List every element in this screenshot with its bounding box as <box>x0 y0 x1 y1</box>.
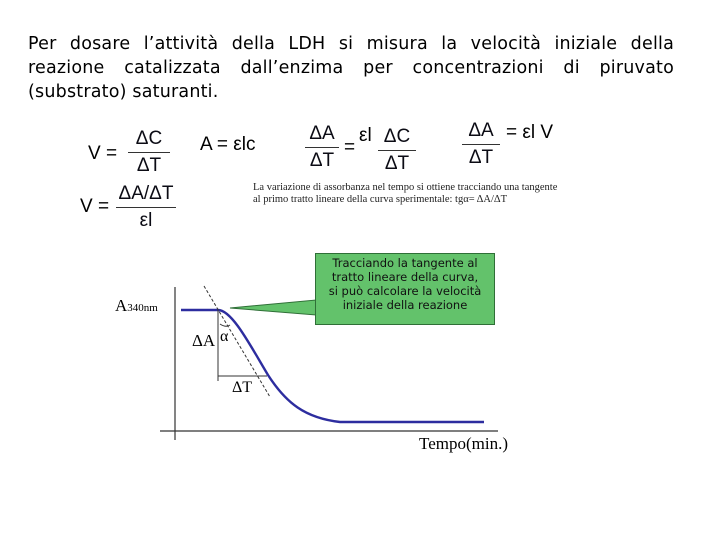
r3-numerator: ΔA <box>468 120 494 141</box>
r-equals: = <box>344 137 356 158</box>
absorbance-curve <box>181 310 484 422</box>
alpha-arc <box>220 324 230 326</box>
r-numerator: ΔA <box>309 123 335 144</box>
v1-lhs: V = <box>88 143 118 164</box>
v2-denominator: εl <box>139 210 153 231</box>
r-epsilon-l: εl <box>359 125 372 146</box>
alpha-label: α <box>220 328 229 345</box>
r2-denominator: ΔT <box>384 153 410 174</box>
x-axis-label: Tempo(min.) <box>419 434 508 453</box>
callout-line: Tracciando la tangente al <box>332 256 478 270</box>
intro-paragraph: Per dosare l’attività della LDH si misura la velocità iniziale della reazione catalizzata dall’enzima per concentrazioni di piruvato (substrato) saturanti. <box>28 34 674 102</box>
r2-numerator: ΔC <box>383 126 411 147</box>
y-axis-label <box>115 296 158 316</box>
v2-lhs: V = <box>80 196 110 217</box>
y-axis-label-main: A <box>115 296 128 315</box>
y-axis-label-sub: 340nm <box>127 302 158 314</box>
beer-lambert-equation: A = εlc <box>200 134 256 155</box>
v1-numerator: ΔC <box>135 128 163 149</box>
v2-numerator: ΔA/ΔT <box>118 183 174 204</box>
callout-pointer <box>230 300 316 315</box>
delta-a-label: ΔA <box>192 331 216 350</box>
r-denominator: ΔT <box>309 150 335 171</box>
callout-line: si può calcolare la velocità <box>328 284 482 298</box>
v1-denominator: ΔT <box>136 155 162 176</box>
callout-line: tratto lineare della curva, <box>331 270 479 284</box>
explanation-note: La variazione di assorbanza nel tempo si ottiene tracciando una tangente al primo tratto lineare della curva sperimentale: tgα= ΔA/ΔT <box>253 182 558 205</box>
delta-t-label: ΔT <box>232 379 253 396</box>
callout-box <box>315 253 495 325</box>
callout-line: iniziale della reazione <box>342 298 468 312</box>
r3-denominator: ΔT <box>468 147 494 168</box>
r3-rhs: = εl V <box>506 122 554 143</box>
